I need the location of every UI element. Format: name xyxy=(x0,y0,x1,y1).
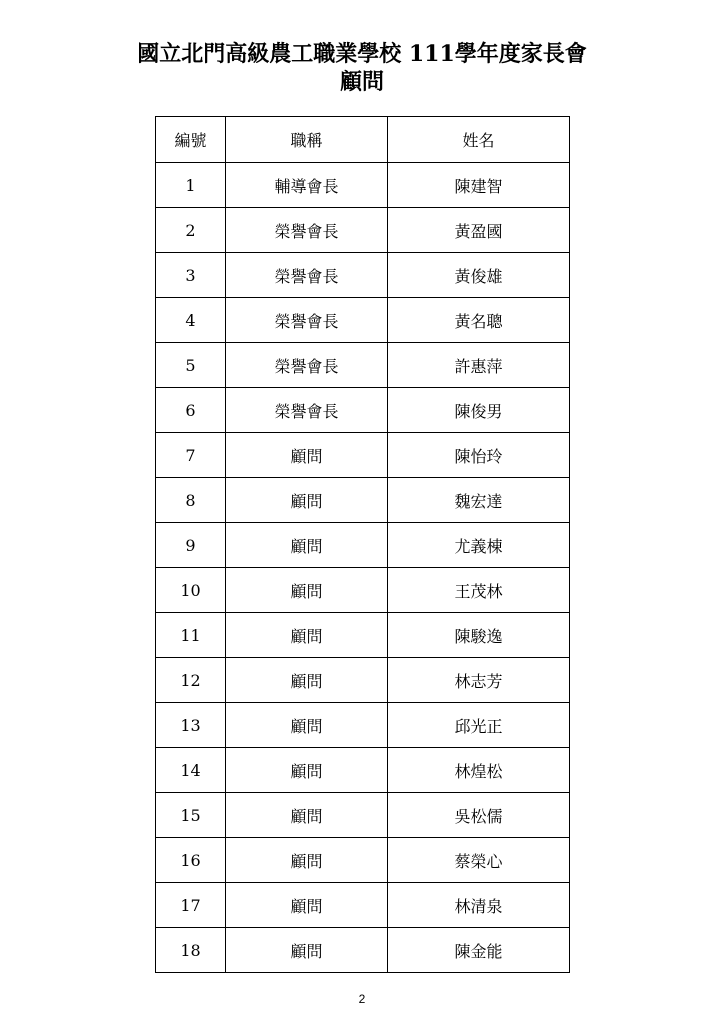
row-name: 邱光正 xyxy=(388,703,570,748)
row-name: 王茂林 xyxy=(388,568,570,613)
row-name: 林清泉 xyxy=(388,883,570,928)
row-title: 顧問 xyxy=(226,658,388,703)
table-row xyxy=(156,658,570,703)
table-row xyxy=(156,208,570,253)
table-row xyxy=(156,793,570,838)
row-number: 12 xyxy=(156,658,226,703)
table-row xyxy=(156,433,570,478)
row-number: 14 xyxy=(156,748,226,793)
row-title: 榮譽會長 xyxy=(226,388,388,433)
row-number: 1 xyxy=(156,163,226,208)
row-title: 顧問 xyxy=(226,748,388,793)
row-number: 16 xyxy=(156,838,226,883)
row-title: 顧問 xyxy=(226,928,388,973)
row-number: 17 xyxy=(156,883,226,928)
title-line-1: 國立北門高級農工職業學校 111學年度家長會 xyxy=(137,41,587,67)
table-row xyxy=(156,703,570,748)
row-number: 15 xyxy=(156,793,226,838)
row-name: 陳怡玲 xyxy=(388,433,570,478)
row-title: 榮譽會長 xyxy=(226,253,388,298)
row-number: 9 xyxy=(156,523,226,568)
row-number: 8 xyxy=(156,478,226,523)
table-body xyxy=(156,163,570,973)
document-title xyxy=(0,40,724,96)
table-row xyxy=(156,388,570,433)
row-number: 6 xyxy=(156,388,226,433)
row-title: 顧問 xyxy=(226,883,388,928)
table-row xyxy=(156,523,570,568)
row-name: 陳金能 xyxy=(388,928,570,973)
row-number: 10 xyxy=(156,568,226,613)
header-name: 姓名 xyxy=(388,117,570,163)
row-number: 5 xyxy=(156,343,226,388)
table-row xyxy=(156,883,570,928)
table-row xyxy=(156,343,570,388)
row-title: 顧問 xyxy=(226,568,388,613)
table-row xyxy=(156,253,570,298)
row-number: 13 xyxy=(156,703,226,748)
row-number: 18 xyxy=(156,928,226,973)
row-number: 7 xyxy=(156,433,226,478)
row-name: 黃盈國 xyxy=(388,208,570,253)
row-name: 黃俊雄 xyxy=(388,253,570,298)
table-row xyxy=(156,838,570,883)
row-name: 陳駿逸 xyxy=(388,613,570,658)
row-name: 吳松儒 xyxy=(388,793,570,838)
row-title: 顧問 xyxy=(226,793,388,838)
row-number: 11 xyxy=(156,613,226,658)
title-line-2: 顧問 xyxy=(339,69,384,95)
row-title: 顧問 xyxy=(226,613,388,658)
advisor-table xyxy=(155,116,570,973)
row-name: 林煌松 xyxy=(388,748,570,793)
row-title: 輔導會長 xyxy=(226,163,388,208)
row-name: 魏宏達 xyxy=(388,478,570,523)
row-title: 榮譽會長 xyxy=(226,343,388,388)
page-number: 2 xyxy=(358,992,366,1006)
table-row xyxy=(156,478,570,523)
table-row xyxy=(156,568,570,613)
table-row xyxy=(156,298,570,343)
table-row xyxy=(156,613,570,658)
row-title: 顧問 xyxy=(226,478,388,523)
row-name: 陳建智 xyxy=(388,163,570,208)
row-title: 顧問 xyxy=(226,703,388,748)
row-title: 顧問 xyxy=(226,433,388,478)
row-title: 榮譽會長 xyxy=(226,298,388,343)
row-name: 林志芳 xyxy=(388,658,570,703)
row-name: 尤義棟 xyxy=(388,523,570,568)
row-number: 3 xyxy=(156,253,226,298)
table-header-row xyxy=(156,117,570,163)
header-number: 編號 xyxy=(156,117,226,163)
row-name: 陳俊男 xyxy=(388,388,570,433)
row-name: 許惠萍 xyxy=(388,343,570,388)
row-name: 黃名聰 xyxy=(388,298,570,343)
table-row xyxy=(156,928,570,973)
row-number: 2 xyxy=(156,208,226,253)
header-title: 職稱 xyxy=(226,117,388,163)
table-row xyxy=(156,163,570,208)
row-title: 顧問 xyxy=(226,523,388,568)
table-row xyxy=(156,748,570,793)
row-name: 蔡榮心 xyxy=(388,838,570,883)
row-number: 4 xyxy=(156,298,226,343)
row-title: 榮譽會長 xyxy=(226,208,388,253)
row-title: 顧問 xyxy=(226,838,388,883)
